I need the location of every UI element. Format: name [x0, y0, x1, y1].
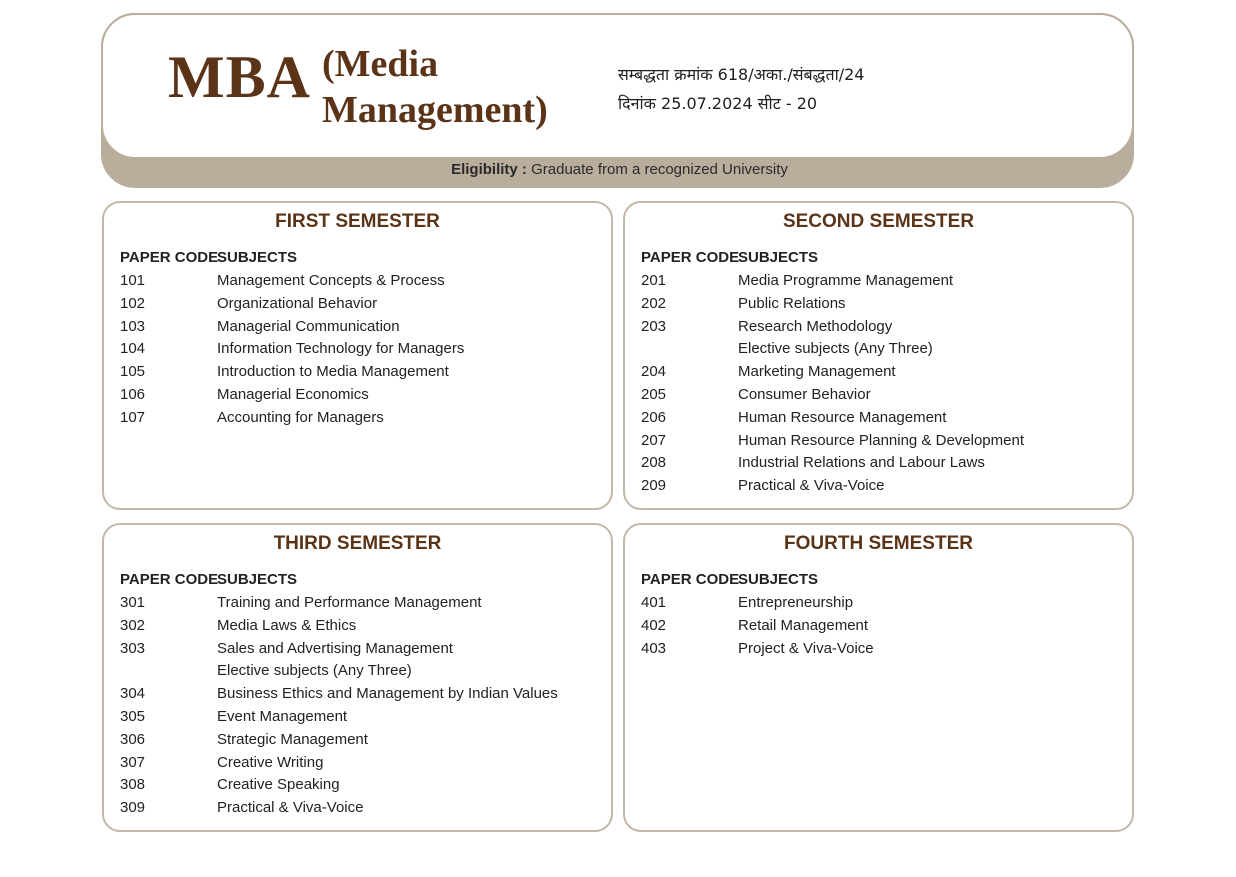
subject-row: [641, 617, 868, 634]
subjects-header: SUBJECTS: [217, 249, 298, 266]
subject-row: [120, 685, 558, 702]
subject-name: Managerial Communication: [217, 317, 400, 335]
affiliation-date-seats: दिनांक 25.07.2024 सीट - 20: [618, 94, 818, 113]
subject-name: Entrepreneurship: [738, 594, 854, 611]
subject-row: [641, 386, 871, 403]
paper-code: 209: [641, 477, 667, 495]
subject-row: [641, 363, 896, 380]
subject-row: [120, 594, 482, 611]
paper-code: 107: [120, 408, 146, 426]
subject-name: Organizational Behavior: [217, 294, 378, 312]
paper-code: 303: [120, 639, 146, 657]
subject-row: [120, 340, 464, 357]
program-specialization: [322, 41, 548, 133]
subject-name: Human Resource Planning & Development: [738, 431, 1024, 449]
semester-card: [102, 201, 613, 510]
subject-name: Elective subjects (Any Three): [217, 662, 412, 680]
semester-title: SECOND SEMESTER: [782, 211, 975, 232]
subject-row: [641, 318, 892, 335]
subject-row: [120, 295, 377, 312]
subject-name: Introduction to Media Management: [217, 363, 449, 381]
affiliation-info: [618, 60, 864, 118]
subject-name: Creative Writing: [217, 753, 324, 771]
subject-row: [120, 409, 384, 426]
column-headers: [120, 571, 297, 588]
subject-name: Media Laws & Ethics: [217, 616, 357, 634]
paper-code: 204: [641, 363, 667, 381]
subject-name: Training and Performance Management: [217, 594, 482, 611]
paper-code: 308: [120, 776, 146, 794]
paper-code-header: PAPER CODE: [641, 249, 740, 266]
paper-code: 208: [641, 454, 667, 472]
subject-name: Media Programme Management: [738, 272, 954, 289]
semester-title: THIRD SEMESTER: [273, 533, 442, 554]
semester-title: FOURTH SEMESTER: [784, 533, 973, 554]
subject-row: [120, 640, 453, 657]
semester-title: FIRST SEMESTER: [275, 211, 440, 232]
paper-code: 101: [120, 272, 146, 289]
subjects-header: SUBJECTS: [738, 571, 819, 588]
program-title-panel: [101, 13, 1134, 159]
subject-row: [120, 776, 340, 793]
subjects-header: SUBJECTS: [217, 571, 298, 588]
subject-row: [120, 363, 449, 380]
subject-name: Human Resource Management: [738, 408, 947, 426]
paper-code: 104: [120, 340, 146, 358]
subject-name: Public Relations: [738, 294, 846, 312]
paper-code: 106: [120, 386, 146, 403]
subject-name: Business Ethics and Management by Indian Values: [217, 685, 558, 703]
semester-card: [623, 201, 1134, 510]
subject-name: Creative Speaking: [217, 776, 340, 794]
paper-code-header: PAPER CODE: [120, 571, 219, 588]
subject-name: Sales and Advertising Management: [217, 639, 453, 657]
program-header: [101, 13, 1134, 188]
paper-code-header: PAPER CODE: [120, 249, 219, 266]
column-headers: [641, 571, 818, 588]
subject-name: Practical & Viva-Voice: [217, 799, 364, 817]
program-name: MBA: [168, 44, 311, 110]
subject-row: [641, 432, 1024, 449]
eligibility-text: Graduate from a recognized University: [526, 161, 788, 178]
subject-name: Consumer Behavior: [738, 386, 871, 403]
paper-code: 201: [641, 272, 667, 289]
subject-row: [641, 295, 846, 312]
subject-row: [120, 318, 400, 335]
subject-row: [641, 340, 933, 357]
subject-name: Project & Viva-Voice: [738, 639, 874, 657]
paper-code: 309: [120, 799, 146, 817]
subject-row: [641, 477, 884, 494]
subject-row: [120, 662, 412, 679]
paper-code-header: PAPER CODE: [641, 571, 740, 588]
subject-row: [120, 799, 363, 816]
subject-row: [641, 409, 946, 426]
subject-name: Marketing Management: [738, 363, 896, 381]
semester-card: [102, 523, 613, 832]
subject-row: [641, 594, 853, 611]
subject-row: [120, 708, 347, 725]
paper-code: 206: [641, 408, 667, 426]
subject-name: Event Management: [217, 708, 348, 725]
paper-code: 103: [120, 317, 146, 335]
paper-code: 301: [120, 594, 146, 611]
paper-code: 102: [120, 294, 146, 312]
paper-code: 305: [120, 708, 146, 725]
subject-name: Retail Management: [738, 616, 869, 634]
paper-code: 304: [120, 685, 146, 703]
subject-row: [120, 731, 368, 748]
semester-card: [623, 523, 1134, 832]
subject-row: [120, 754, 323, 771]
column-headers: [120, 249, 297, 266]
paper-code: 306: [120, 730, 146, 748]
eligibility-label: Eligibility :: [451, 161, 527, 178]
specialization-line-2: Management): [322, 89, 548, 131]
subject-name: Strategic Management: [217, 730, 368, 748]
subject-row: [641, 640, 874, 657]
paper-code: 403: [641, 639, 667, 657]
paper-code: 302: [120, 616, 146, 634]
paper-code: 307: [120, 753, 146, 771]
subject-name: Research Methodology: [738, 317, 893, 335]
eligibility-line: [103, 161, 1136, 178]
paper-code: 203: [641, 317, 667, 335]
subject-row: [120, 272, 445, 289]
specialization-line-1: (Media: [322, 43, 439, 85]
subject-name: Information Technology for Managers: [217, 340, 465, 358]
paper-code: 207: [641, 431, 667, 449]
paper-code: 205: [641, 386, 667, 403]
subject-row: [641, 454, 985, 471]
subject-name: Elective subjects (Any Three): [738, 340, 933, 358]
subject-name: Management Concepts & Process: [217, 272, 445, 289]
subject-name: Accounting for Managers: [217, 408, 384, 426]
paper-code: 402: [641, 616, 667, 634]
subjects-header: SUBJECTS: [738, 249, 819, 266]
column-headers: [641, 249, 818, 266]
subject-row: [641, 272, 953, 289]
subject-name: Industrial Relations and Labour Laws: [738, 454, 985, 472]
paper-code: 202: [641, 294, 667, 312]
paper-code: 401: [641, 594, 667, 611]
subject-name: Practical & Viva-Voice: [738, 477, 885, 495]
paper-code: 105: [120, 363, 146, 381]
subject-row: [120, 617, 356, 634]
subject-row: [120, 386, 369, 403]
affiliation-number: सम्बद्धता क्रमांक 618/अका./संबद्धता/24: [618, 65, 865, 84]
subject-name: Managerial Economics: [217, 386, 369, 403]
